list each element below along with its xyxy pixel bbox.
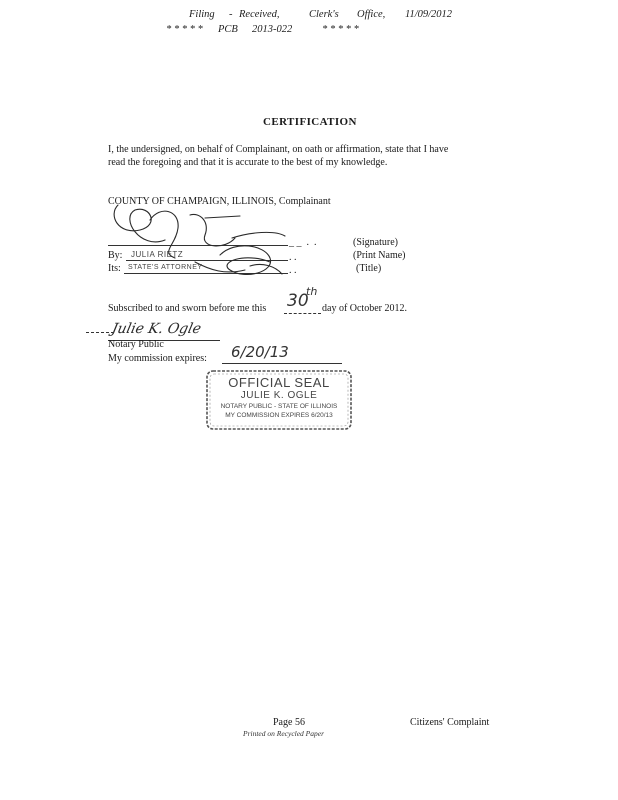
footer-doc-title: Citizens' Complaint [410, 717, 490, 728]
header-filing: Filing [189, 9, 215, 20]
commission-value: 6/20/13 [231, 343, 289, 361]
header-clerks: Clerk's [309, 9, 339, 20]
sworn-day-suffix: th [306, 285, 318, 298]
sworn-day: 30 [287, 291, 309, 311]
footer-page: Page 56 [273, 717, 305, 728]
seal-line2: JULIE K. OGLE [240, 390, 318, 401]
signature-label: (Signature) [353, 237, 398, 248]
header-received: Received, [239, 9, 280, 20]
header-dash: - [229, 9, 233, 20]
title-label: (Title) [356, 263, 382, 274]
commission-line [222, 363, 342, 364]
by-label: By: [108, 250, 123, 261]
sworn-day-line [284, 313, 321, 314]
print-name-dashes: . . [289, 252, 297, 263]
notary-signature-line [86, 332, 114, 333]
header-case-number: 2013-022 [252, 24, 293, 35]
its-label: Its: [108, 263, 121, 274]
notary-signature: Julie K. Ogle [110, 321, 203, 337]
complainant-name: COUNTY OF CHAMPAIGN, ILLINOIS, Complainant [108, 196, 331, 207]
sworn-prefix: Subscribed to and sworn before me this [108, 303, 267, 314]
official-seal [206, 370, 352, 430]
header-date: 11/09/2012 [405, 9, 453, 20]
header-stars-right: * * * * * [322, 24, 359, 35]
seal-line1: OFFICIAL SEAL [228, 375, 330, 390]
seal-line4: MY COMMISSION EXPIRES 6/20/13 [225, 412, 333, 419]
sworn-suffix: day of October 2012. [322, 303, 407, 314]
seal-line3: NOTARY PUBLIC - STATE OF ILLINOIS [220, 403, 338, 410]
footer-printed: Printed on Recycled Paper [243, 729, 325, 738]
header-office: Office, [357, 9, 386, 20]
print-name-value: JULIA RIETZ [131, 250, 184, 259]
commission-label: My commission expires: [108, 353, 207, 364]
certification-statement-line1: I, the undersigned, on behalf of Complainant, on oath or affirmation, state that I have [108, 144, 449, 155]
print-name-label: (Print Name) [353, 250, 406, 261]
signature-line-dashes: _ _ . . [289, 237, 317, 248]
header-stars-left: * * * * * [166, 24, 203, 35]
title-value: STATE'S ATTORNEY [128, 264, 203, 271]
header-pcb: PCB [218, 24, 238, 35]
certification-title: CERTIFICATION [263, 116, 357, 128]
title-dashes: . . [289, 265, 297, 276]
notary-public-label: Notary Public [108, 339, 164, 350]
certification-statement-line2: read the foregoing and that it is accurate to the best of my knowledge. [108, 157, 388, 168]
